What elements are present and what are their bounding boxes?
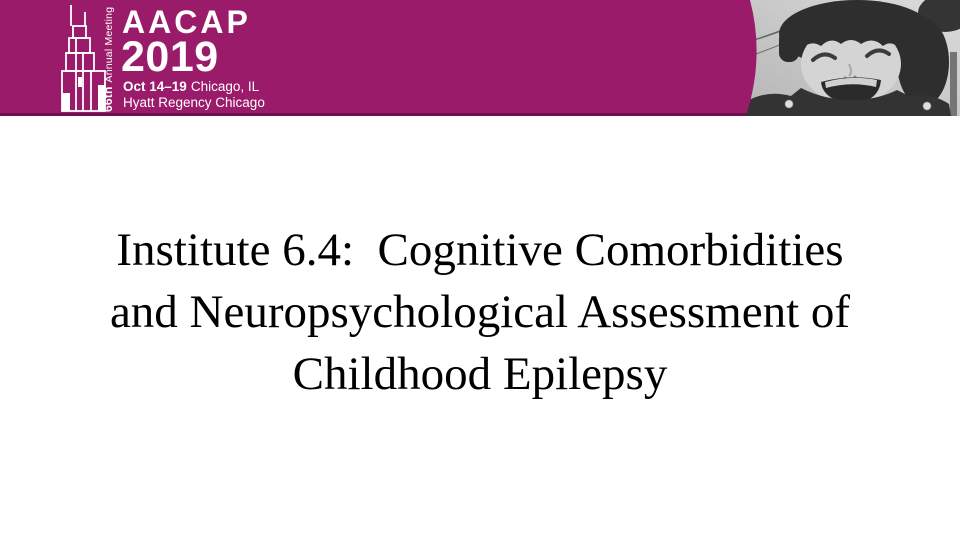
slide-title-line: and Neuropsychological Assessment of: [109, 286, 851, 338]
meeting-city: Chicago, IL: [190, 79, 260, 94]
meeting-edition: 66th: [101, 86, 115, 112]
aacap-logo: [0, 0, 766, 116]
meeting-dates-line: [123, 80, 259, 94]
meeting-dates: Oct 14–19: [123, 79, 187, 94]
jacket-button: [923, 102, 931, 110]
conference-banner: [0, 0, 960, 116]
slide-title-line: Childhood Epilepsy: [292, 348, 668, 400]
slide-title: [0, 219, 960, 405]
pole-shape: [950, 52, 957, 116]
smiling-child-illustration: [745, 0, 960, 116]
child-photo: [745, 0, 960, 116]
jacket-button: [785, 100, 793, 108]
meeting-venue: Hyatt Regency Chicago: [123, 95, 265, 110]
annual-meeting-vertical-label: [101, 6, 115, 112]
meeting-year: 2019: [121, 33, 219, 81]
slide-title-line: Institute 6.4: Cognitive Comorbidities: [116, 224, 844, 276]
meeting-label: Annual Meeting: [103, 6, 115, 83]
org-name: AACAP: [122, 4, 251, 40]
